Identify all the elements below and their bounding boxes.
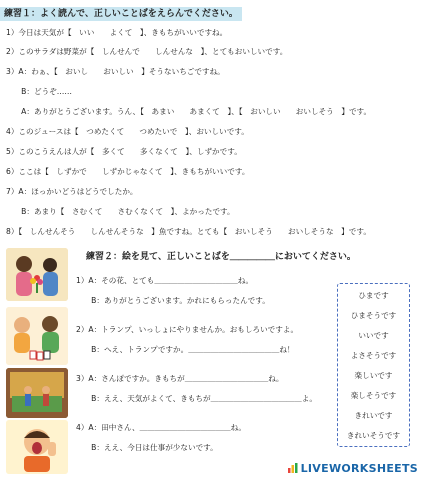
word-bank-item[interactable]: 楽しいです (354, 371, 393, 380)
ex1-line-3b: B：どうぞ…… (6, 87, 72, 96)
word-bank-item[interactable]: きれいです (354, 411, 393, 420)
word-bank-item[interactable]: よさそうです (350, 351, 397, 360)
ex2-line-2b: B：へえ、トランプですか。＿＿＿＿＿＿＿＿＿＿＿＿ね！ (76, 345, 295, 354)
ex1-line-7b: B：あまり【 さむくて さむくなくて 】、よかったです。 (6, 207, 235, 216)
word-bank-item[interactable]: ひまそうです (350, 311, 397, 320)
ex2-line-3a: 3）A：さんぽですか。きもちが＿＿＿＿＿＿＿＿＿＿＿ね。 (76, 374, 284, 383)
ex1-line-3: 3）A：わぁ、【 おいし おいしい 】そうないちごですね。 (6, 67, 225, 76)
ex1-line-4: 4）このジュースは【 つめたくて つめたいで 】、おいしいです。 (6, 127, 249, 136)
brand-text: LIVEWORKSHEETS (300, 462, 418, 475)
word-bank (337, 283, 410, 447)
word-bank-item[interactable]: 楽しそうです (350, 391, 397, 400)
ex1-line-6: 6）ここは【 しずかで しずかじゃなくて 】、きもちがいいです。 (6, 167, 250, 176)
ex2-line-3b: B：ええ、天気がよくて、きもちが＿＿＿＿＿＿＿＿＿＿＿＿よ。 (76, 394, 317, 403)
ex1-line-7: 7）A：ほっかいどうはどうでしたか。 (6, 187, 138, 196)
ex1-line-8: 8）【 しんせんそう しんせんそうな 】魚ですね。とても【 おいしそう おいしそうな 】です。 (6, 227, 371, 236)
word-bank-item[interactable]: きれいそうです (346, 431, 401, 440)
walking-picture (6, 368, 68, 418)
ex2-line-4b: B：ええ、今日は仕事が少ないです。 (76, 443, 218, 452)
ex1-line-5: 5）このこうえんは人が【 多くて 多くなくて 】、しずかです。 (6, 147, 242, 156)
ex2-line-1a: 1）A：その花、とても＿＿＿＿＿＿＿＿＿＿＿ね。 (76, 276, 254, 285)
ex1-line-3c: A：ありがとうございます。うん、【 あまい あまくて 】、【 おいしい おいしそう 】です。 (6, 107, 372, 116)
yawning-man-picture (6, 420, 68, 474)
ex2-line-1b: B：ありがとうございます。かれにもらったんです。 (76, 296, 270, 305)
ex2-line-2a: 2）A：トランプ、いっしょにやりませんか。おもしろいですよ。 (76, 325, 299, 334)
exercise2-title: 練習２：絵を見て、正しいことばを＿＿＿＿＿においてください。 (86, 252, 356, 262)
ex1-line-2: 2）このサラダは野菜が【 しんせんで しんせんな 】、とてもおいしいです。 (6, 47, 288, 56)
ex1-line-1: 1）今日は天気が【 いい よくて 】、きもちがいいですね。 (6, 28, 228, 37)
word-bank-item[interactable]: ひまです (358, 291, 389, 300)
word-bank-item[interactable]: いいです (358, 331, 389, 340)
exercise1-title: 練習１：よく読んで、正しいことばをえらんでください。 (0, 7, 242, 21)
playing-cards-picture (6, 307, 68, 365)
liveworksheets-logo-icon (288, 463, 298, 473)
liveworksheets-brand[interactable] (288, 462, 418, 475)
ex2-line-4a: 4）A：田中さん、＿＿＿＿＿＿＿＿＿＿＿＿ね。 (76, 423, 246, 432)
flower-couple-picture (6, 248, 68, 301)
